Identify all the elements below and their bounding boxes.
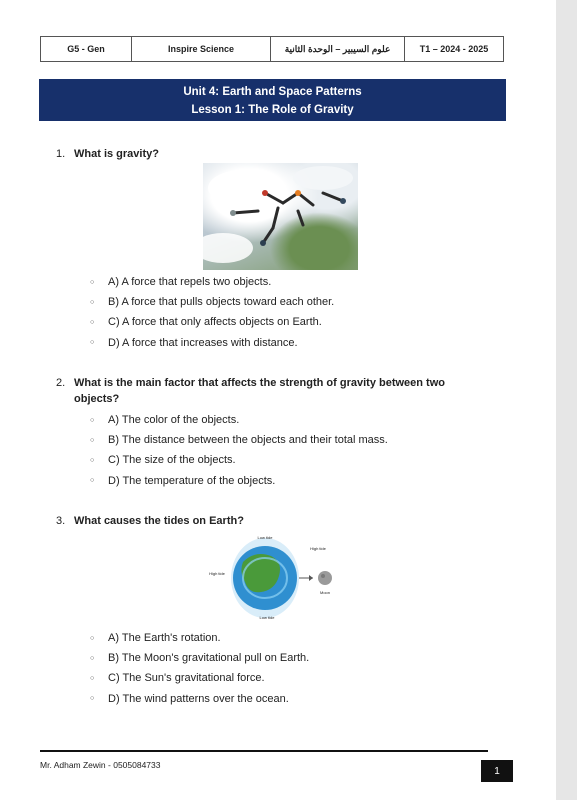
unit-title: Unit 4: Earth and Space Patterns xyxy=(183,86,362,98)
header-table xyxy=(40,36,504,62)
skydivers-photo xyxy=(203,163,358,270)
question-3 xyxy=(56,513,244,529)
bullet-icon: ○ xyxy=(90,318,95,326)
question-text: What is gravity? xyxy=(74,148,159,160)
option-label: C) The Sun's gravitational force. xyxy=(108,672,265,685)
label-low-tide-top: Low tide xyxy=(257,535,273,540)
option-label: A) The color of the objects. xyxy=(108,414,240,427)
label-moon: Moon xyxy=(319,590,331,595)
bullet-icon: ○ xyxy=(90,416,95,424)
unit-banner xyxy=(39,79,506,121)
option-a[interactable] xyxy=(90,628,309,648)
option-label: A) A force that repels two objects. xyxy=(108,276,272,289)
option-label: B) The Moon's gravitational pull on Earth. xyxy=(108,652,310,665)
bullet-icon: ○ xyxy=(90,298,95,306)
header-book: Inspire Science xyxy=(132,37,271,61)
option-d[interactable] xyxy=(90,333,334,353)
option-c[interactable] xyxy=(90,668,309,688)
question-number: 1. xyxy=(56,148,66,160)
option-c[interactable] xyxy=(90,450,388,470)
bullet-icon: ○ xyxy=(90,339,95,347)
header-arabic-title: علوم السيبير – الوحدة الثانية xyxy=(271,37,405,61)
bullet-icon: ○ xyxy=(90,654,95,662)
bullet-icon: ○ xyxy=(90,674,95,682)
tides-diagram xyxy=(205,532,340,622)
option-d[interactable] xyxy=(90,471,388,491)
question-1-options xyxy=(90,272,334,353)
option-label: D) The wind patterns over the ocean. xyxy=(108,692,289,705)
header-grade: G5 - Gen xyxy=(41,37,132,61)
footer-author: Mr. Adham Zewin - 0505084733 xyxy=(40,760,161,770)
option-d[interactable] xyxy=(90,689,309,709)
option-b[interactable] xyxy=(90,292,334,312)
label-high-tide-right: High tide xyxy=(310,546,326,551)
bullet-icon: ○ xyxy=(90,695,95,703)
question-text-cont: objects? xyxy=(74,393,120,405)
label-low-tide-bottom: Low tide xyxy=(259,615,275,620)
option-label: B) A force that pulls objects toward each other. xyxy=(108,296,335,309)
option-a[interactable] xyxy=(90,410,388,430)
question-text: What is the main factor that affects the strength of gravity between two xyxy=(74,377,445,389)
option-label: D) A force that increases with distance. xyxy=(108,336,298,349)
question-number: 2. xyxy=(56,377,66,389)
question-number: 3. xyxy=(56,515,66,527)
bullet-icon: ○ xyxy=(90,634,95,642)
question-text: What causes the tides on Earth? xyxy=(74,515,244,527)
header-term: T1 – 2024 - 2025 xyxy=(419,44,489,54)
option-label: C) A force that only affects objects on Earth. xyxy=(108,316,322,329)
option-c[interactable] xyxy=(90,312,334,332)
option-label: D) The temperature of the objects. xyxy=(108,474,276,487)
option-a[interactable] xyxy=(90,272,334,292)
label-high-tide-left: High tide xyxy=(209,571,225,576)
question-2-options xyxy=(90,410,388,491)
bullet-icon: ○ xyxy=(90,477,95,485)
bullet-icon: ○ xyxy=(90,436,95,444)
question-3-options xyxy=(90,628,309,709)
option-b[interactable] xyxy=(90,430,388,450)
option-label: C) The size of the objects. xyxy=(108,454,236,467)
page-number-badge: 1 xyxy=(481,760,513,782)
footer-divider xyxy=(40,750,488,752)
question-1 xyxy=(56,146,159,162)
option-label: B) The distance between the objects and their total mass. xyxy=(108,434,388,447)
lesson-title: Lesson 1: The Role of Gravity xyxy=(191,104,354,116)
question-2 xyxy=(56,375,445,407)
option-b[interactable] xyxy=(90,648,309,668)
option-label: A) The Earth's rotation. xyxy=(108,632,221,645)
bullet-icon: ○ xyxy=(90,456,95,464)
bullet-icon: ○ xyxy=(90,278,95,286)
